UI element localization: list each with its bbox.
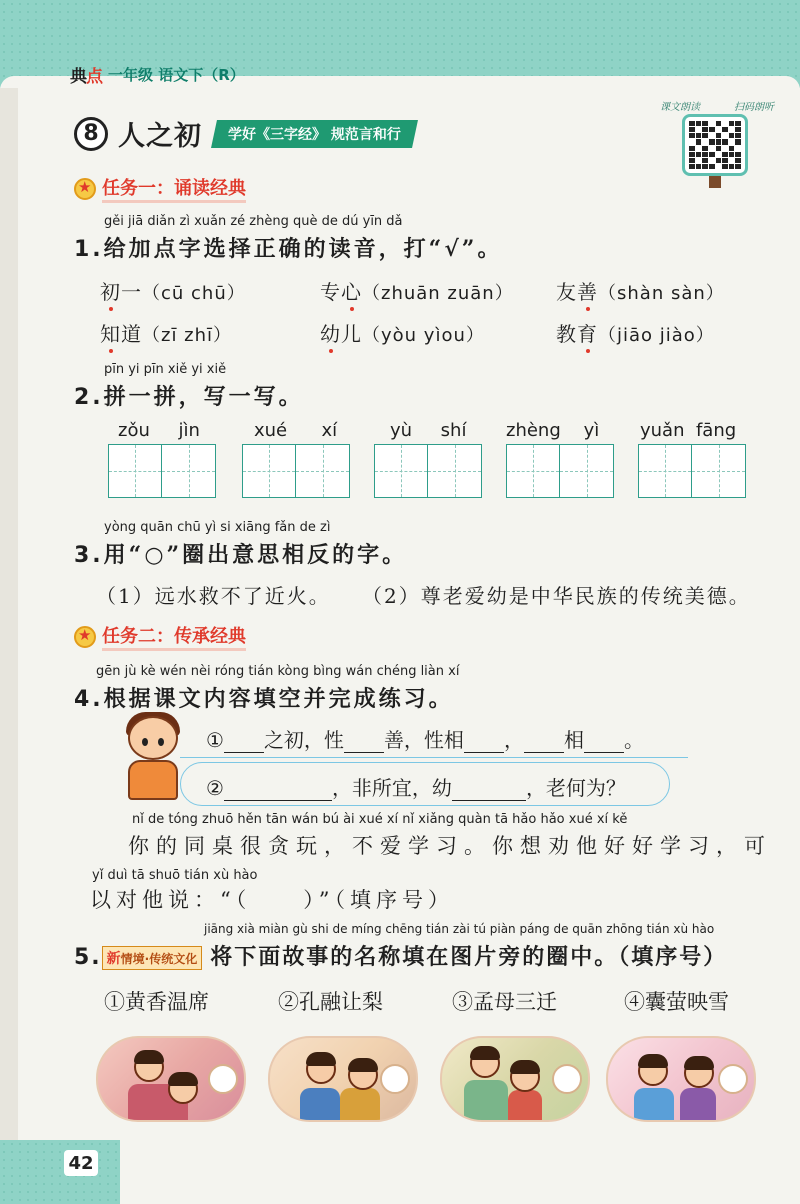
q2-text: 2.拼一拼，写一写。 (74, 384, 304, 410)
page-spine (0, 88, 18, 1204)
q2-writing-grid-2[interactable] (242, 444, 350, 498)
star-icon (74, 178, 96, 200)
task-two-header (74, 622, 246, 651)
q1-option-6[interactable]: 教育（jiāo jiào） (556, 322, 715, 346)
page-header (70, 62, 245, 87)
q5-story-3: ③孟母三迁 (452, 990, 557, 1014)
q4-paragraph-pinyin-1: nǐ de tóng zhuō hěn tān wán bú ài xué xí nǐ xiǎng quàn tā hǎo hǎo xué xí kě (132, 812, 628, 827)
q3-text: 3.用“○”圈出意思相反的字。 (74, 542, 408, 568)
story-picture-3 (440, 1036, 590, 1122)
lesson-title: 人之初 (118, 121, 202, 152)
book-title: 一年级 语文下（R） (108, 66, 245, 84)
q2-word-4-pinyin: zhèng yì (506, 420, 600, 441)
story-picture-1 (96, 1036, 246, 1122)
q2-word-2-pinyin: xué xí (254, 420, 338, 441)
task-two-title: 任务二：传承经典 (102, 622, 246, 651)
q5-pinyin: jiāng xià miàn gù shi de míng chēng tián zài tú piàn páng de quān zhōng tián xù hào (204, 922, 715, 936)
q3-pinyin: yòng quān chū yì si xiāng fǎn de zì (104, 520, 331, 535)
answer-circle-1[interactable] (208, 1064, 238, 1094)
q2-writing-grid-3[interactable] (374, 444, 482, 498)
answer-circle-2[interactable] (380, 1064, 410, 1094)
qr-left-label: 课文朗读 (660, 102, 700, 113)
q5-story-2: ②孔融让梨 (278, 990, 383, 1014)
footer-band (0, 1140, 120, 1204)
q4-text: 4.根据课文内容填空并完成练习。 (74, 686, 454, 712)
q2-word-3-pinyin: yù shí (390, 420, 467, 441)
qr-code-icon[interactable] (682, 114, 748, 176)
lesson-number: 8 (74, 117, 108, 151)
q2-writing-grid-5[interactable] (638, 444, 746, 498)
q2-writing-grid-1[interactable] (108, 444, 216, 498)
qr-code-block[interactable] (660, 98, 776, 196)
q5-story-4: ④囊萤映雪 (624, 990, 729, 1014)
q2-word-1-pinyin: zǒu jìn (118, 420, 200, 441)
lesson-heading (74, 114, 415, 153)
star-icon (74, 626, 96, 648)
qr-right-label: 扫码朗听 (734, 102, 774, 113)
task-one-header (74, 174, 246, 203)
q4-paragraph-line-2[interactable]: 以对他说：“（ ）”（填序号） (90, 888, 454, 912)
q4-paragraph-line-1: 你的同桌很贪玩，不爱学习。你想劝他好好学习，可 (128, 834, 772, 858)
q1-option-2[interactable]: 专心（zhuān zuān） (320, 280, 514, 304)
q1-option-5[interactable]: 幼儿（yòu yìou） (320, 322, 485, 346)
story-picture-4 (606, 1036, 756, 1122)
answer-circle-4[interactable] (718, 1064, 748, 1094)
q1-pinyin: gěi jiā diǎn zì xuǎn zé zhèng què de dú yīn dǎ (104, 214, 403, 229)
lesson-banner: 学好《三字经》 规范言和行 (211, 120, 418, 148)
task-one-title: 任务一：诵读经典 (102, 174, 246, 203)
q1-option-1[interactable]: 初一（cū chū） (100, 280, 246, 304)
q4-paragraph-pinyin-2: yǐ duì tā shuō tián xù hào (92, 868, 258, 883)
q2-pinyin: pīn yi pīn xiě yi xiě (104, 362, 227, 377)
q5-context-tag: 新情境·传统文化 (102, 946, 203, 970)
q4-pinyin: gēn jù kè wén nèi róng tián kòng bìng wán chéng liàn xí (96, 664, 460, 679)
q3-sentence-1[interactable]: （1）远水救不了近火。 (96, 584, 331, 608)
q3-sentence-2[interactable]: （2）尊老爱幼是中华民族的传统美德。 (362, 584, 751, 608)
page-number: 42 (64, 1150, 98, 1176)
q1-option-4[interactable]: 知道（zī zhī） (100, 322, 233, 346)
q1-text: 1.给加点字选择正确的读音，打“√”。 (74, 236, 503, 262)
q4-fill-line-2[interactable]: ② ，非所宜，幼 ，老何为？ (206, 776, 626, 800)
q2-writing-grid-4[interactable] (506, 444, 614, 498)
publisher-logo: 典点 (70, 67, 102, 87)
q5-story-1: ①黄香温席 (104, 990, 209, 1014)
story-picture-2 (268, 1036, 418, 1122)
q2-word-5-pinyin: yuǎn fāng (640, 420, 737, 441)
answer-circle-3[interactable] (552, 1064, 582, 1094)
q5-text: 5. 新情境·传统文化 将下面故事的名称填在图片旁的圈中。（填序号） (74, 944, 728, 970)
q4-fill-line-1[interactable]: ① 之初，性 善，性相 ， 相 。 (206, 728, 644, 752)
q1-option-3[interactable]: 友善（shàn sàn） (556, 280, 725, 304)
